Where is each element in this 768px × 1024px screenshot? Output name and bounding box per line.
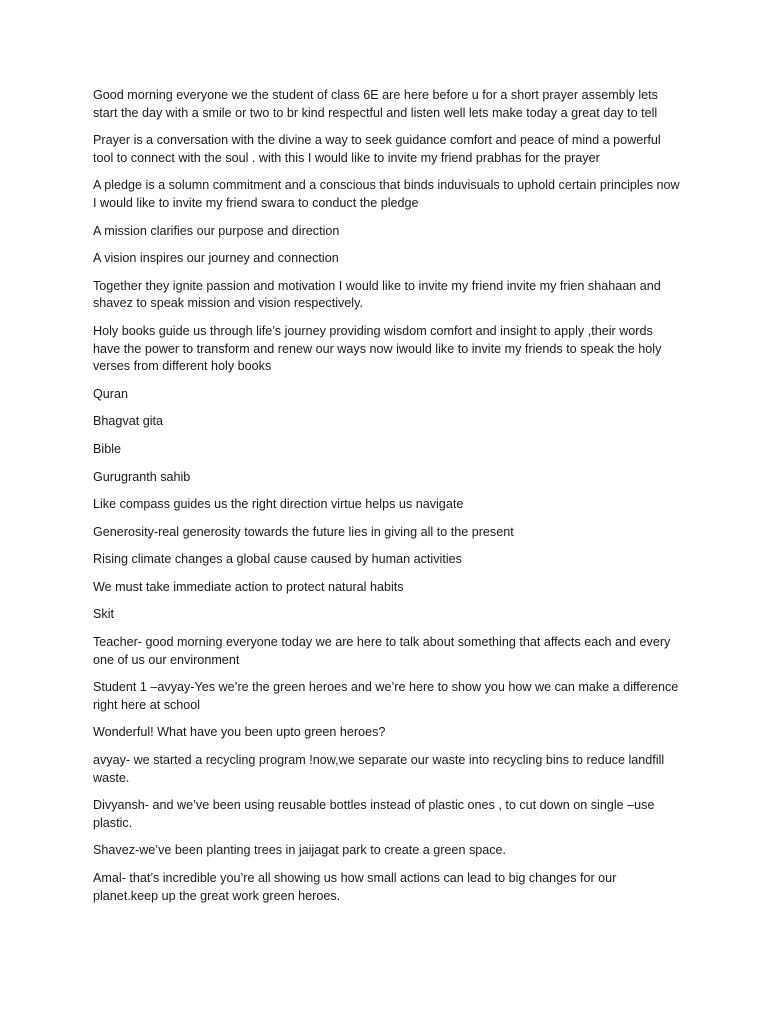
paragraph-bible: Bible <box>93 441 122 456</box>
paragraph-gurugranth-sahib: Gurugranth sahib <box>93 469 191 484</box>
document-body <box>93 87 683 915</box>
paragraph-skit-heading: Skit <box>93 607 114 622</box>
paragraph-student-1: Student 1 –avyay-Yes we’re the green heroes and we’re here to show you how we can make a difference right here at school <box>93 680 679 712</box>
paragraph-generosity: Generosity-real generosity towards the future lies in giving all to the present <box>93 524 514 539</box>
paragraph-amal: Amal- that’s incredible you’re all showing us how small actions can lead to big changes for our planet.keep up the great work green heroes. <box>93 871 617 903</box>
paragraph-mission: A mission clarifies our purpose and direction <box>93 223 340 238</box>
paragraph-wonderful: Wonderful! What have you been upto green heroes? <box>93 725 386 740</box>
paragraph-quran: Quran <box>93 386 129 401</box>
paragraph-mission-vision-invite: Together they ignite passion and motivation I would like to invite my friend invite my frien shahaan and shavez to speak mission and vision respectively. <box>93 278 661 311</box>
paragraph-holy-books: Holy books guide us through life’s journey providing wisdom comfort and insight to apply ,their words have the power to transform and renew our ways now iwould like to invite my friends to speak the holy verses from different holy books <box>93 323 662 374</box>
paragraph-pledge: A pledge is a solumn commitment and a conscious that binds induvisuals to uphold certain principles now I would like to invite my friend swara to conduct the pledge <box>93 178 680 210</box>
paragraph-vision: A vision inspires our journey and connection <box>93 251 339 266</box>
paragraph-climate: Rising climate changes a global cause caused by human activities <box>93 552 462 567</box>
paragraph-action: We must take immediate action to protect natural habits <box>93 579 404 594</box>
paragraph-shavez: Shavez-we’ve been planting trees in jaijagat park to create a green space. <box>93 843 507 858</box>
paragraph-virtue: Like compass guides us the right direction virtue helps us navigate <box>93 497 464 512</box>
paragraph-prayer: Prayer is a conversation with the divine a way to seek guidance comfort and peace of mind a powerful tool to connect with the soul . with this I would like to invite my friend prabhas for the prayer <box>93 133 661 165</box>
paragraph-welcome: Good morning everyone we the student of class 6E are here before u for a short prayer assembly lets start the day with a smile or two to br kind respectful and listen well lets make today a great day to tell <box>93 88 658 120</box>
paragraph-divyansh: Divyansh- and we’ve been using reusable bottles instead of plastic ones , to cut down on single –use plastic. <box>93 798 655 830</box>
paragraph-bhagvat-gita: Bhagvat gita <box>93 414 164 429</box>
paragraph-teacher: Teacher- good morning everyone today we are here to talk about something that affects each and every one of us our environment <box>93 635 671 667</box>
paragraph-avyay: avyay- we started a recycling program !now,we separate our waste into recycling bins to reduce landfill waste. <box>93 753 665 785</box>
